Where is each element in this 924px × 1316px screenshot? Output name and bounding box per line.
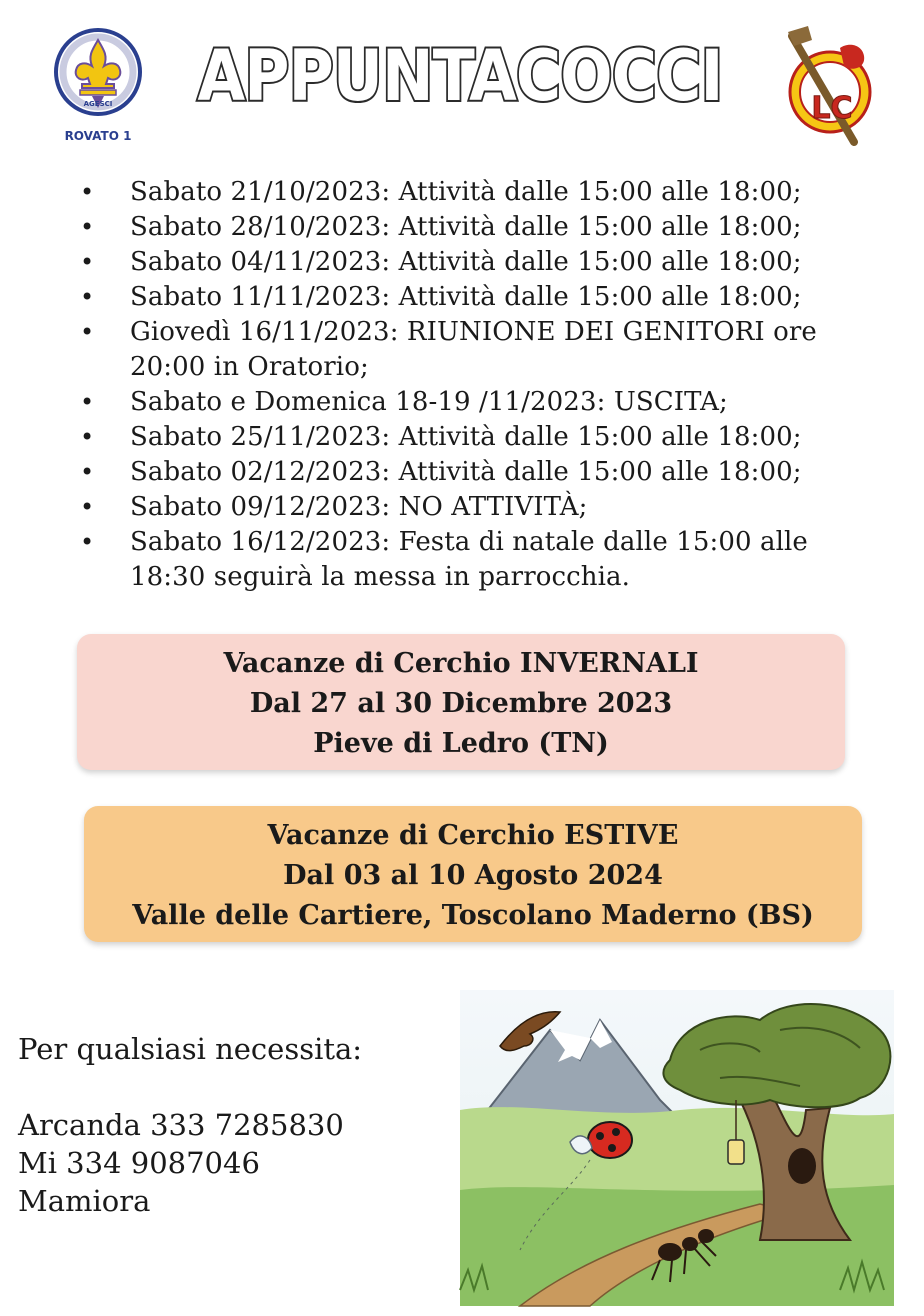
- list-item: • Sabato 04/11/2023: Attività dalle 15:00 alle 18:00;: [80, 247, 802, 277]
- schedule-list: [0, 175, 924, 595]
- summer-location: Valle delle Cartiere, Toscolano Maderno (BS): [132, 900, 814, 931]
- lc-logo: [782, 22, 878, 148]
- logo-caption: ROVATO 1: [64, 129, 132, 143]
- forest-illustration: [460, 990, 894, 1306]
- list-item: • Sabato 28/10/2023: Attività dalle 15:00 alle 18:00;: [80, 212, 802, 242]
- contacts-intro: Per qualsiasi necessita:: [18, 1032, 363, 1066]
- contact-arcanda: Arcanda 333 7285830: [18, 1108, 344, 1142]
- winter-title: Vacanze di Cerchio INVERNALI: [223, 648, 699, 679]
- svg-text:LC: LC: [811, 91, 853, 126]
- list-item: • Sabato 02/12/2023: Attività dalle 15:00 alle 18:00;: [80, 457, 802, 487]
- list-item: • Sabato 09/12/2023: NO ATTIVITÀ;: [80, 492, 588, 522]
- summer-holiday-box: [84, 806, 862, 942]
- list-item: • Sabato 25/11/2023: Attività dalle 15:00 alle 18:00;: [80, 422, 802, 452]
- page-title: [190, 28, 730, 118]
- summer-dates: Dal 03 al 10 Agosto 2024: [283, 860, 663, 891]
- svg-text:AGESCI: AGESCI: [83, 100, 113, 108]
- list-item: • Sabato e Domenica 18-19 /11/2023: USCITA;: [80, 387, 728, 417]
- list-item: • Giovedì 16/11/2023: RIUNIONE DEI GENITORI ore 20:00 in Oratorio;: [80, 317, 817, 382]
- contact-mi: Mi 334 9087046: [18, 1146, 260, 1180]
- contact-mamiora: Mamiora: [18, 1184, 151, 1218]
- list-item: • Sabato 11/11/2023: Attività dalle 15:00 alle 18:00;: [80, 282, 802, 312]
- agesci-logo: [52, 26, 144, 146]
- list-item: • Sabato 21/10/2023: Attività dalle 15:00 alle 18:00;: [80, 177, 802, 207]
- contacts-section: [18, 1030, 438, 1220]
- winter-dates: Dal 27 al 30 Dicembre 2023: [249, 688, 673, 719]
- svg-text:APPUNTACOCCI: APPUNTACOCCI: [197, 35, 723, 117]
- summer-title: Vacanze di Cerchio ESTIVE: [267, 820, 679, 851]
- winter-location: Pieve di Ledro (TN): [313, 728, 609, 759]
- header: [0, 0, 924, 160]
- winter-holiday-box: [77, 634, 845, 770]
- list-item: • Sabato 16/12/2023: Festa di natale dalle 15:00 alle 18:30 seguirà la messa in parrocchia.: [80, 527, 808, 592]
